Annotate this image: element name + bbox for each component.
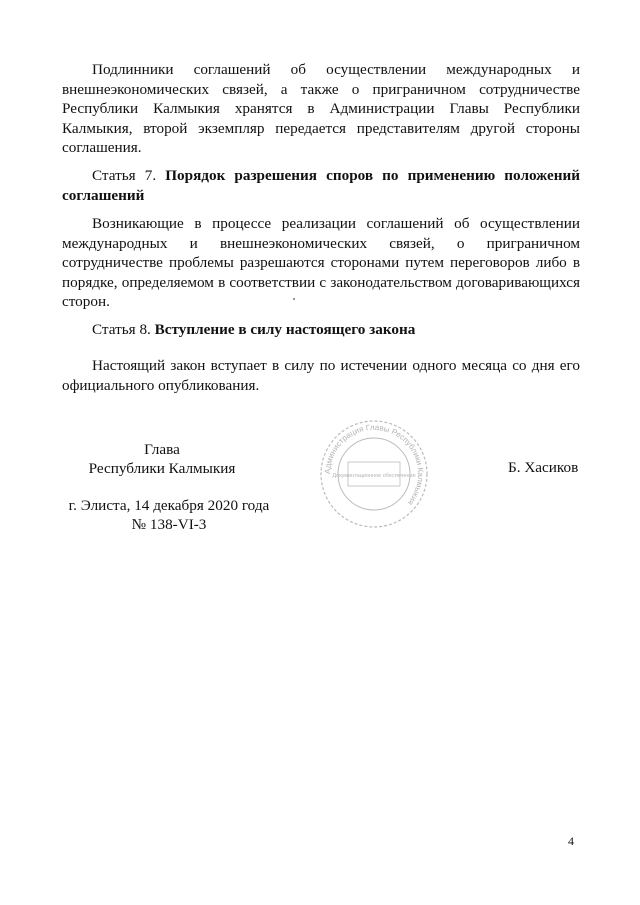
signatory-name: Б. Хасиков [508,459,579,476]
paragraph-originals: Подлинники соглашений об осуществлении международных и внешнеэкономических связей, а также о приграничном сотрудничестве Республики Калмыкия хранятся в Администрации Главы Республики Калмыкия, второй экземпляр передается представителям другой стороны соглашения. [62,61,580,157]
signatory-position [62,440,262,478]
article-8-heading [62,320,580,340]
seal-center-text: Документационное обеспечение [332,473,416,479]
seal-ring-text: Администрация Главы Республики Калмыкия [322,422,426,507]
article-8-label: Статья 8. [92,321,155,338]
official-seal-icon [318,418,430,530]
article-7-title: Порядок разрешения споров по применению положений соглашений [62,167,580,204]
position-region: Республики Калмыкия [88,460,236,477]
law-number: № 138-VI-3 [131,516,207,533]
svg-text:Администрация Главы Республики [323,423,425,507]
signing-place-date: г. Элиста, 14 декабря 2020 года [68,497,270,514]
speck [293,298,295,300]
position-title: Глава [144,441,180,458]
page-number: 4 [568,834,574,848]
article-8-title: Вступление в силу настоящего закона [154,321,416,338]
article-7-label: Статья 7. [92,167,166,184]
place-and-date [64,496,274,534]
paragraph-article-8: Настоящий закон вступает в силу по истечении одного месяца со дня его официального опубликования. [62,357,580,394]
paragraph-article-7: Возникающие в процессе реализации соглашений об осуществлении международных и внешнеэкономических связей, о приграничном сотрудничестве проблемы разрешаются сторонами путем переговоров либо в порядке, определяемом в соответствии с законодательством договаривающихся сторон. [62,215,580,311]
article-7-heading [62,166,580,205]
